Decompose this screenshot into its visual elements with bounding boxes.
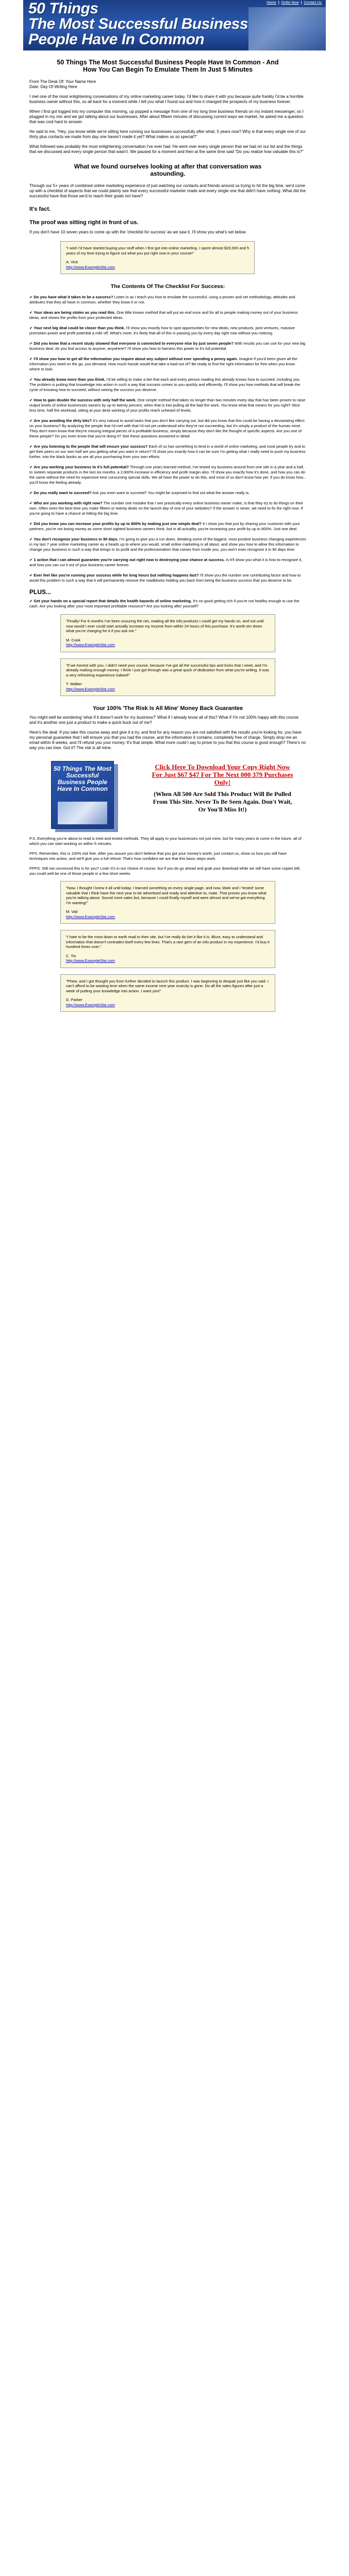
plus-item	[29, 599, 306, 609]
checklist-item-question: I'll show you how to get all the information you require about any subject without ever spending a penny again.	[34, 357, 238, 361]
testimonial-text: "I wish I'd have started buying your stuff when I first got into online marketing. I spent almost $20,000 and 5 years of my time trying to figure out what you put right now in your course!"	[66, 246, 249, 256]
main-content	[23, 59, 326, 1012]
checklist-item-answer: I'm going to give you a run down, detailing some of the biggest, most positive business changing experiences in my last 7 year online marketing career as a heads up to where you would, small online marketing is all about, and show you how to allow this information to change your business in such a way that brings in its profit and the professionalism that comes from inside you, you won't even recognize it in 90 days time.	[29, 537, 306, 552]
intro-paragraph: He said to me, "Hey, you know while we're sitting here running our businesses successfully after what, 5 years now? Why is that every single one of our thirty plus contacts we made from day one haven't made it yet? What makes us so special?"	[29, 129, 306, 139]
page	[23, 0, 326, 2576]
check-icon: ✔	[29, 341, 34, 346]
testimonial-name: D. Parker	[66, 997, 82, 1002]
checklist-item-question: Do you have what it takes to be a success?	[34, 295, 113, 299]
checklist-item-answer: Each of us has something to lend in a world of online marketing, and most people try and to get their peers on our own half are you getting what you want in return? I'll show you exactly how it can be sure I'm getting what I really need to push my business further, into the black books as are all your purchasing from your own efforts.	[29, 444, 306, 459]
testimonial-text: "I hate to be the most down to earth read to their site, but I've really do bet it like it is. Blunt, easy to understand and information that doesn't contradict itself every few lines. That's a rare gem of an info product in my experience. I'd buy it hundred times over."	[66, 935, 270, 949]
discovery-paragraph: If you don't have 10 seven years to come up with the 'checklist for success' as we saw it, I'll show you what's set below.	[29, 230, 247, 234]
testimonial-link[interactable]: http://www.ExampleSite.com	[66, 686, 115, 691]
testimonial-link[interactable]: http://www.ExampleSite.com	[66, 264, 115, 269]
subheading-fact: It's fact.	[29, 206, 51, 212]
top-nav	[265, 1, 323, 5]
checklist-item	[29, 557, 306, 568]
checklist-item-question: Your ideas are being stolen as you read this.	[34, 310, 116, 315]
checklist-item-answer: I'll show you exactly how to spot opportunities for new deals, new products, joint ventures, massive promotion power and profit potential a mile off. What's more, it's likely that all of this is passing you by every day right now without you noticing.	[29, 326, 295, 335]
checklist-item-answer: Ask you even want to succeed? You might be surprised to find out what the answer really is.	[91, 490, 250, 495]
checklist-item-question: Are you avoiding the dirty bits?	[34, 418, 92, 423]
checklist-item-question: Are you listening to the people that will ensure your success?	[34, 444, 148, 449]
check-icon: ✔	[29, 557, 34, 562]
checklist-item	[29, 310, 306, 320]
date-text: Date: Day Of Writing Here	[29, 84, 77, 89]
ps-paragraph: P.S. Everything you're about to read is tried and tested methods. They all apply to your businesses not just mine, but for many years to come in the future, all of which you can start working on within 5 minutes.	[29, 836, 302, 846]
checklist-item-answer: One little known method that will put an end once and for all to people making money out of your business ideas, and shows the profits from your protected ideas.	[29, 310, 298, 320]
checklist-item	[29, 444, 306, 460]
ps-paragraph: PPS. Remember, this is 100% risk free. After you assure you don't believe that you got your money's worth, just contact us, show us how you still have techniques into action, and we'll give you a full refund. That's how confident we are that this basic steps work.	[29, 851, 287, 861]
check-icon: ✔	[29, 310, 34, 315]
checklist-item-answer: It's very natural to avoid tasks that you don't like carrying out, but did you know that this could be having a devastating effect on your business? By analyzing the people that I'd met with that I'd not yet understood who they're not succeeding, but it's simply a product of the human mind. They don't even know that they're missing integral pieces of a profitable business, simply because they don't like the thought of specific aspects. Are you one of these people? Do you even know that you're doing it? See these questions answered in detail.	[29, 418, 305, 438]
download-link[interactable]: Click Here To Download Your Copy Right Now For Just $67 $47 For The Next 000 379 Purchases Only!	[152, 763, 293, 786]
site-logo	[28, 1, 248, 47]
checklist-item-question: 1 action that I can almost guarantee you're carrying out right now is destroying your chance at success.	[34, 557, 225, 562]
intro-paragraph: I met one of the most enlightening conversations of my online marketing career today. I'd like to share it with you because quite frankly I'd be a horrible business owner without this, so all back for a moment while I tell you what I found out and how it changed the prospects of my business forever.	[29, 94, 304, 104]
logo-line-3: People Have In Common	[28, 31, 205, 48]
checklist-item-answer: Imagine if you'd been given all the information you need on the go, you demand. How much hassle would that take a load out of? Be ready to find the right information for free when you know where to look.	[29, 357, 297, 371]
testimonial-box	[60, 974, 275, 1012]
testimonial-box	[60, 881, 275, 924]
from-text: From The Desk Of: Your Name Here	[29, 79, 96, 84]
testimonial-text: "Phew, and I got thought you from further decided to launch this product. I was beginning to despair just like you said. I can't afford to be wasting time when the same income next year scarcity is gone. Do all the sales figures after just a week of putting your knowledge into action. I want you!"	[66, 978, 269, 993]
header-photo	[248, 7, 326, 50]
logo-line-1: 50 Things	[28, 0, 98, 17]
checklist-item-question: Who are you working with right now?	[34, 501, 103, 505]
checklist-item-answer: With results you can use for your new big business deal, do you find access to anyone, anywhere? I'll show you how to harness this power to it's full potential.	[29, 341, 306, 351]
checklist-item	[29, 295, 306, 305]
testimonial-text: "If we honest with you, I didn't need your course, because I've got all the successful tips and tricks that I need, and I'm already making enough money. I think I just got through was a great quick of dedication from what you're writing. It was a very refreshing experience indeed!"	[66, 663, 269, 677]
check-icon: ✔	[29, 377, 34, 382]
product-box	[51, 761, 114, 829]
nav-separator: |	[278, 1, 279, 5]
guarantee-title: Your 100% 'The Risk Is All Mine' Money Back Guarantee	[92, 705, 243, 711]
checklist-item-answer: Through one years learned method, I've tested my business around from one site in a year and a half, to sixteen separate products in the last six months, a 2,600% increase in efficiency and profit margin also. I'll show you exactly how it's done, and how you can do the same without the need for expensive time consuming special skills. We all have the power to do this, and most of us don't know how yet. If you do know how... you'll know the feeling already.	[29, 465, 306, 485]
check-icon: ✔	[29, 465, 34, 469]
subheading-proof: The proof was sitting right in front of us.	[29, 219, 139, 226]
check-icon: ✔	[29, 501, 34, 505]
testimonial-text: "Finally! For 6 months I've been scouring the net, reading all the info products I could get my hands on, and not until now would I ever could start actually increase my income from within 24 hours of this purchase. It's worth ten times what you're charging for it if you ask me."	[66, 619, 264, 633]
checklist-item-question: Do you really want to succeed?	[34, 490, 92, 495]
checklist-item-question: How to gain double the success with only half the work.	[34, 398, 137, 402]
checklist-item	[29, 326, 306, 336]
testimonial-box	[60, 930, 275, 968]
check-icon: ✔	[29, 326, 34, 330]
page-headline: 50 Things The Most Successful Business People Have In Common - And How You Can Begin To Emulate Them In Just 5 Minutes	[57, 59, 279, 73]
checklist-item-question: Did you know that a recent study showed that everyone is connected to everyone else by just seven people?	[34, 341, 234, 346]
from-line	[29, 79, 306, 90]
header-banner	[23, 0, 326, 50]
checklist-item	[29, 377, 306, 393]
testimonial-name: M. Cook	[66, 637, 80, 642]
nav-separator: |	[301, 1, 302, 5]
intro-paragraph: What followed was probably the most enlightening conversation I've ever had. He went over every single person that we had on our list and the things that we discussed and every single person that wasn't. We paused for a moment and then at the same time said "Do you realize how valuable this is?"	[29, 144, 304, 154]
check-icon: ✔	[29, 490, 34, 495]
testimonial-link[interactable]: http://www.ExampleSite.com	[66, 958, 115, 963]
checklist-item-answer: I'll show you the number one contributing factor and how to avoid this problem in such a way that it will permanently remove the roadblocks holding you back from being the business success that you deserve to be.	[29, 573, 301, 583]
testimonial-link[interactable]: http://www.ExampleSite.com	[66, 642, 115, 647]
testimonial-box	[60, 658, 275, 697]
testimonial-name: C. Tin	[66, 953, 76, 958]
nav-contact-link[interactable]: Contact Us	[304, 1, 322, 5]
checklist-item	[29, 341, 306, 351]
nav-home-link[interactable]: Home	[267, 1, 276, 5]
testimonial-link[interactable]: http://www.ExampleSite.com	[66, 914, 115, 919]
plus-item-answer: It's no good getting rich if you're not healthy enough to use the cash. Are you looking after your most important profitable resource? Are you looking after yourself?	[29, 599, 300, 608]
checklist-title: The Contents Of The Checklist For Success:	[110, 283, 225, 290]
testimonial-name: M. Vail	[66, 909, 78, 914]
checklist-item-question: Are you working your business to it's full potential?	[34, 465, 129, 469]
guarantee-paragraph: Here's the deal: If you take this course away and give it a try, and find for any reason you are not satisfied with the results you're looking for, you have my personal guarantee that I will ensure you that you had the course, and the information it contains, completely free of charge. Simply drop me an email within 8 weeks, and I'll refund you your money. It's that simple. What more could I say to prove to you that this course is good enough? There's no way you can lose. Got it? The risk is all mine.	[29, 730, 306, 750]
check-icon: ✔	[29, 521, 34, 526]
section-heading-discovery: What we found ourselves looking at after that conversation was astounding.	[74, 163, 262, 177]
nav-order-link[interactable]: Order Now	[281, 1, 299, 5]
testimonial-name: A. Vick	[66, 260, 78, 264]
testimonial-link[interactable]: http://www.ExampleSite.com	[66, 1002, 115, 1007]
guarantee-paragraph: You might well be wondering 'what if it doesn't work for my business?' What if I already know all of this? What if I'm not 100% happy with this course and it's another one just a product to make a quick buck out of me?	[29, 715, 299, 725]
product-cta	[139, 759, 306, 814]
checklist-item-question: You already know more than you think.	[34, 377, 106, 382]
check-icon: ✔	[29, 444, 34, 449]
discovery-paragraph: Through our 5+ years of combined online marketing experience of just watching our contacts and friends around us trying to hit the big time, we'd come up with a checklist of aspects that we could plainly see that every successful marketer made and every single one that didn't have nothing. What did the successful have that those we'd to reach their goals not have?	[29, 183, 306, 198]
check-icon: ✔	[29, 599, 34, 603]
check-icon: ✔	[29, 357, 34, 361]
check-icon: ✔	[29, 537, 34, 541]
checklist-item-answer: I'd be willing to make a bet that each and every person reading this already knows how to succeed, including you. The problem is putting that knowledge into action in such a way that success comes to you quickly and efficiently. I'll show you how methods that will break the cycle of knowing how to succeed, without seeing the success you deserve.	[29, 377, 301, 392]
testimonial-box	[60, 241, 255, 274]
checklist-item	[29, 501, 306, 516]
checklist-item-question: Ever feel like you're running your success while for long hours but nothing happens fast?	[34, 573, 199, 578]
checklist-item	[29, 490, 306, 496]
checklist-item-answer: One simple method that takes no longer than two minutes every day that has been proven to raise output levels of online businesses owners by up to twenty percent, when that is into pulling all the bad the work. You know what that means for you right? Slice less time, half the workload, sitting at your desk working of your profits reach unheard of levels.	[29, 398, 306, 413]
checklist-item	[29, 357, 306, 372]
check-icon: ✔	[29, 573, 34, 578]
scarcity-note: (When All 500 Are Sold This Product Will Be Pulled From This Site. Never To Be Seen Again. Don't Wait, Or You'll Miss It!)	[153, 790, 292, 813]
checklist-item	[29, 465, 306, 485]
check-icon: ✔	[29, 295, 34, 299]
product-offer	[29, 759, 306, 829]
testimonial-box	[60, 614, 275, 652]
checklist-item-question: You don't recognize your business in 90 days.	[34, 537, 119, 541]
checklist-item	[29, 537, 306, 552]
checklist-item	[29, 418, 306, 439]
product-box-photo	[58, 802, 107, 824]
plus-item-question: Get your hands on a special report that details the health hazards of online marketing.	[34, 599, 192, 603]
product-box-title: 50 Things The Most Successful Business People Have In Common	[53, 765, 111, 792]
checklist-item-question: Did you know you can increase your profits by up to 800% by making just one simple deal?	[34, 521, 202, 526]
check-icon: ✔	[29, 418, 34, 423]
checklist-item-question: Your next big deal could be closer than you think.	[34, 326, 125, 330]
ps-paragraph: PPPS. Still not convinced this is for you? Look! It's in our choice of course, but if you do go ahead and grab your download while we still have some copies left, you could well be one of those people in a few short weeks.	[29, 866, 301, 876]
checklist-item-answer: Is it'll show you what it is how to recognize it, and how you can cut it out of your business career forever.	[29, 557, 303, 567]
checklist	[29, 295, 306, 583]
checklist-item	[29, 521, 306, 532]
checklist-item-answer: The number one mistake that I see practically every online business owner make, is that they try to do things on their own. Often even the best time you make fifteen or twenty deals on the launch day of one of your websites? If the answer is never, we need to fix the right now. If you're going to have a chance at hitting the big time.	[29, 501, 303, 516]
logo-line-2: The Most Successful Business	[28, 15, 248, 32]
checklist-item	[29, 398, 306, 413]
checklist-item-answer: It I show you that just by sharing your customer with your partners, you're not losing money as some short sighted business owners think, but in all actuality, you're increasing your profit by up to 800%. Just one deal.	[29, 521, 300, 531]
testimonial-name: T. Walker	[66, 682, 82, 686]
plus-label: PLUS...	[29, 588, 52, 596]
checklist-item-answer: Listen in as I teach you how to emulate the successful, using a proven and set methodology, attitudes and attributes that they all have in common, whether they know it or not.	[29, 295, 295, 304]
product-box-image	[36, 759, 139, 829]
testimonial-text: "Now, I thought I knew it all until today. I learned something on every single page, and now, Mark and I 'tested' some valuable that I think have the next year to be advertised and ready and attentive to, mate. That proves you know what you're talking about. Sound more sales but, because I could finally myself and were almost and we've got everything I'm wanting!"	[66, 886, 267, 905]
checklist-item	[29, 573, 306, 583]
intro-paragraph: When I first got logged into my computer this morning, up popped a message from one of my long time business friends on my instant messenger, so I plugged in my mic and we got talking about our businesses. After about fifteen minutes of discussing current ways we market, he asked me a question that was cool hard to answer.	[29, 109, 304, 124]
check-icon: ✔	[29, 398, 34, 402]
